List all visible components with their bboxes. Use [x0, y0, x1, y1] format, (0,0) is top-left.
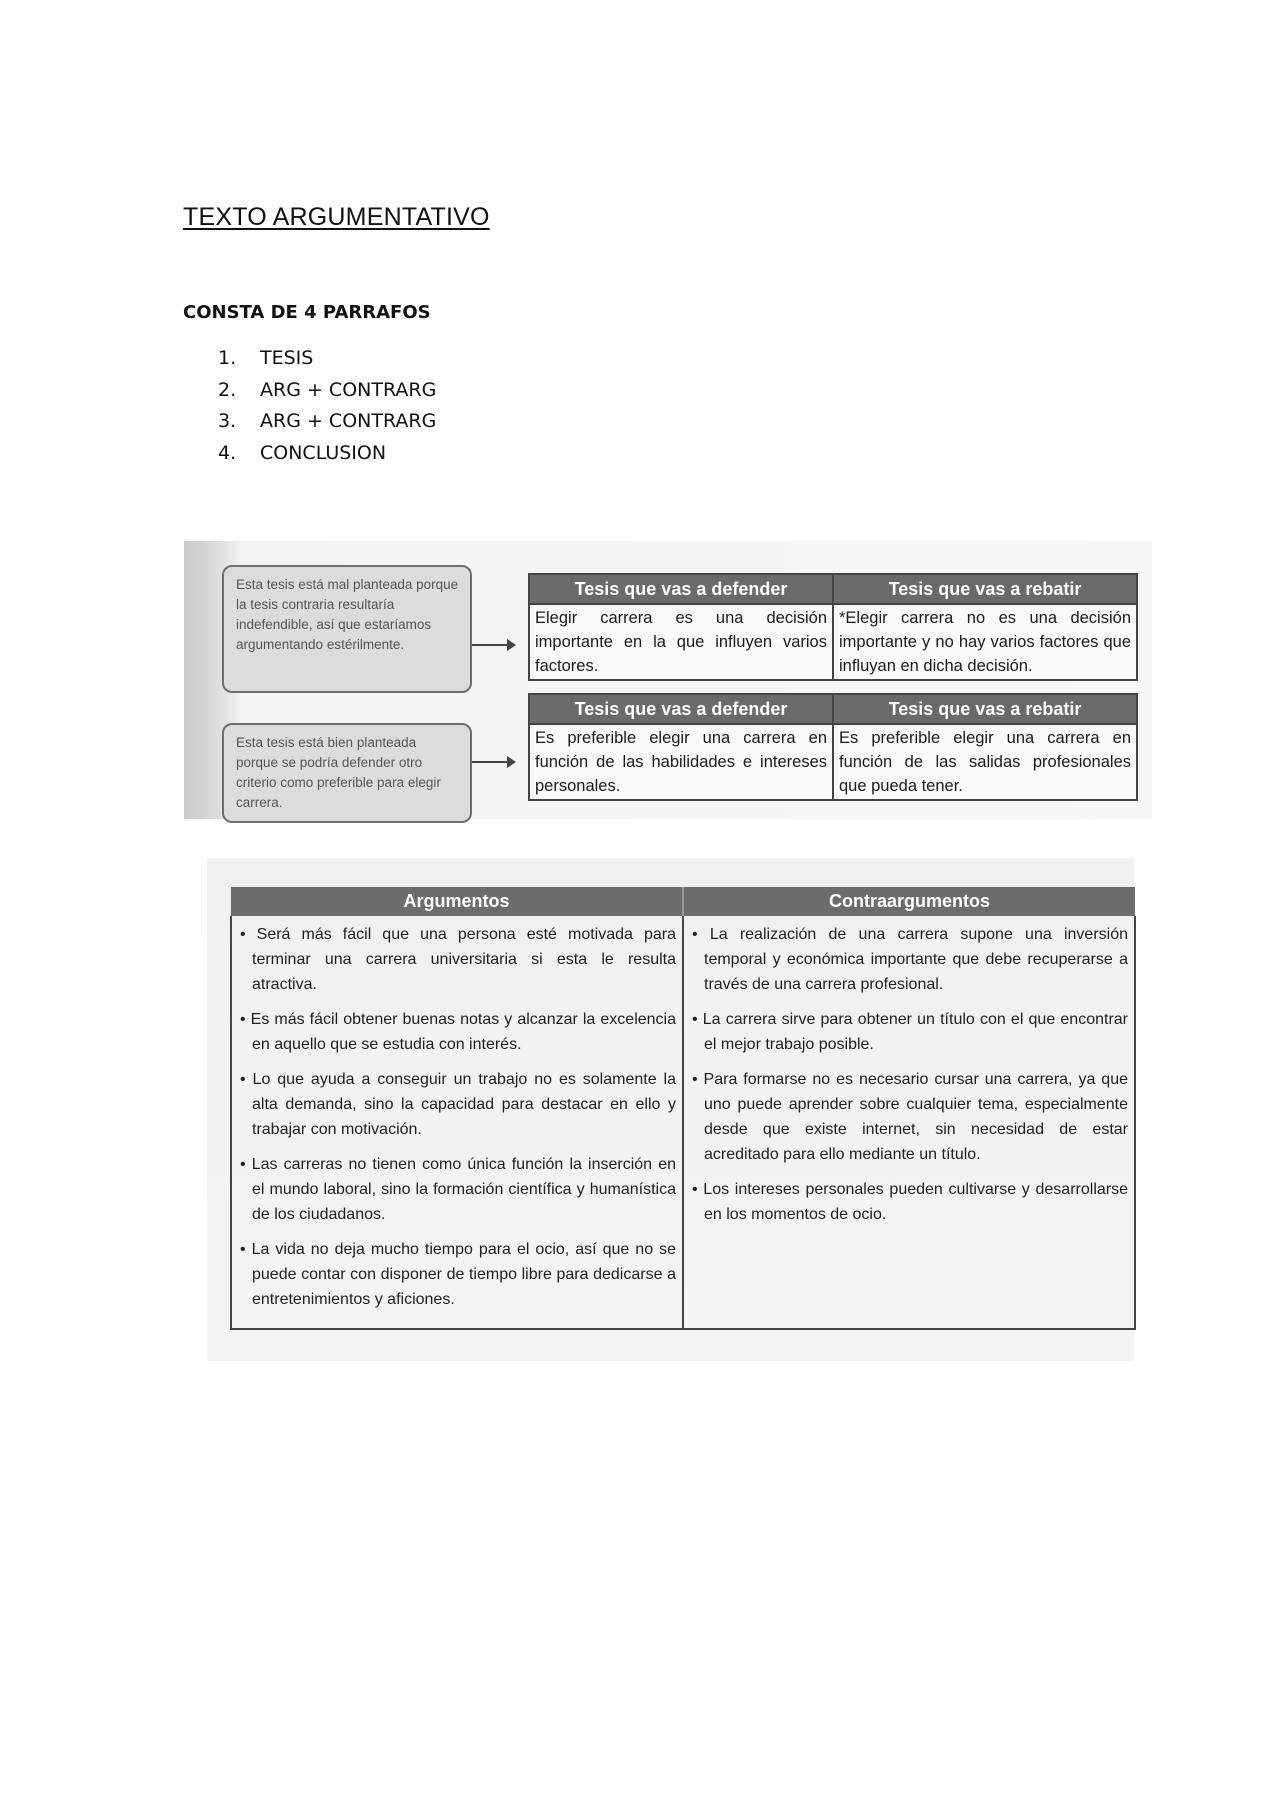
thesis-scan-figure: [184, 541, 1152, 819]
list-item: [218, 379, 436, 411]
counterargument-item: • La carrera sirve para obtener un título con el que encontrar el mejor trabajo posible.: [692, 1011, 1128, 1053]
list-item: [218, 410, 436, 442]
list-item-number: 3.: [218, 410, 237, 432]
counterargument-item: • Los intereses personales pueden cultivarse y desarrollarse en los momentos de ocio.: [692, 1181, 1128, 1223]
arguments-table: [230, 887, 1136, 1330]
arrow-right-icon: [472, 761, 514, 763]
list-item: [218, 347, 436, 379]
column-header-arguments: Argumentos: [231, 887, 683, 916]
column-header-refute: Tesis que vas a rebatir: [833, 574, 1137, 604]
argument-item: • Lo que ayuda a conseguir un trabajo no es solamente la alta demanda, sino la capacidad para destacar en ello y trabajar con motivación.: [240, 1071, 676, 1138]
thesis-note-bad: Esta tesis está mal planteada porque la tesis contraria resultaría indefendible, así que estaríamos argumentando estérilmente.: [222, 565, 472, 693]
column-header-counterarguments: Contraargumentos: [683, 887, 1135, 916]
argument-item: • Es más fácil obtener buenas notas y alcanzar la excelencia en aquello que se estudia con interés.: [240, 1011, 676, 1053]
table-row: [529, 604, 1137, 680]
thesis-table: [528, 573, 1138, 681]
arguments-scan-figure: [207, 858, 1134, 1361]
thesis-defend-cell: Es preferible elegir una carrera en función de las habilidades e intereses personales.: [529, 724, 833, 800]
argument-item: • La vida no deja mucho tiempo para el ocio, así que no se puede contar con disponer de tiempo libre para dedicarse a entretenimientos y aficiones.: [240, 1241, 676, 1308]
counterargument-item: • La realización de una carrera supone una inversión temporal y económica importante que debe recuperarse a través de una carrera profesional.: [692, 926, 1128, 993]
paragraph-count-heading: CONSTA DE 4 PARRAFOS: [183, 302, 431, 323]
list-item-number: 1.: [218, 347, 237, 369]
list-item: [218, 442, 436, 474]
list-item-number: 2.: [218, 378, 237, 401]
counterargument-item: • Para formarse no es necesario cursar una carrera, ya que uno puede aprender sobre cualquier tema, especialmente desde que existe internet, sin necesidad de estar acreditado para ello mediante un título.: [692, 1071, 1128, 1163]
arguments-cell: [231, 916, 683, 1329]
table-row: [231, 916, 1135, 1329]
thesis-defend-cell: Elegir carrera es una decisión importante en la que influyen varios factores.: [529, 604, 833, 680]
list-item-text: TESIS: [260, 347, 314, 369]
column-header-refute: Tesis que vas a rebatir: [833, 694, 1137, 724]
list-item-text: ARG + CONTRARG: [260, 378, 437, 401]
list-item-text: CONCLUSION: [260, 441, 387, 464]
list-item-number: 4.: [218, 441, 237, 464]
thesis-note-good: Esta tesis está bien planteada porque se podría defender otro criterio como preferible para elegir carrera.: [222, 723, 472, 823]
table-row: [529, 724, 1137, 800]
counterarguments-cell: [683, 916, 1135, 1329]
argument-item: • Será más fácil que una persona esté motivada para terminar una carrera universitaria si esta le resulta atractiva.: [240, 926, 676, 993]
column-header-defend: Tesis que vas a defender: [529, 694, 833, 724]
thesis-refute-cell: Es preferible elegir una carrera en función de las salidas profesionales que pueda tener.: [833, 724, 1137, 800]
structure-list: [218, 347, 436, 473]
column-header-defend: Tesis que vas a defender: [529, 574, 833, 604]
list-item-text: ARG + CONTRARG: [260, 410, 437, 432]
arrow-right-icon: [472, 644, 514, 646]
thesis-table: [528, 693, 1138, 801]
document-title: TEXTO ARGUMENTATIVO: [183, 203, 490, 231]
thesis-refute-cell: *Elegir carrera no es una decisión importante y no hay varios factores que influyan en dicha decisión.: [833, 604, 1137, 680]
argument-item: • Las carreras no tienen como única función la inserción en el mundo laboral, sino la formación científica y humanística de los ciudadanos.: [240, 1156, 676, 1223]
